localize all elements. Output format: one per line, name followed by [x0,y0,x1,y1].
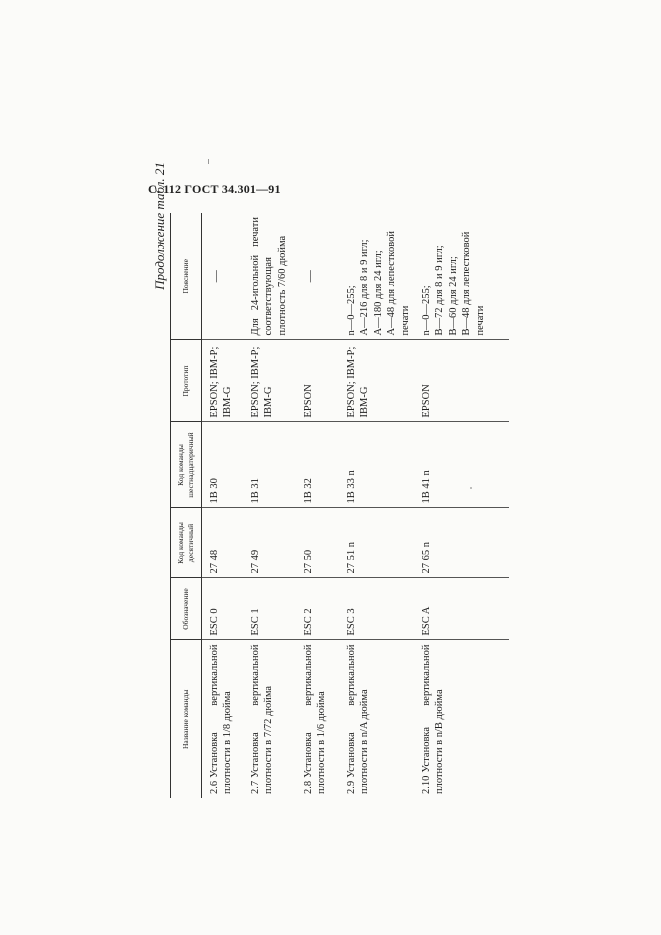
header-dec-code: Код команды десятичный [171,508,202,578]
cell-designation: ESC A [416,578,509,640]
cell-prototype: EPSON; IBM-P; IBM-G [341,340,416,422]
table-row [298,213,341,798]
cell-hex: 1B 41 n [416,422,509,508]
cell-name: 2.6Установка вертикальной плотности в 1/8 дюйма [202,640,246,798]
cell-dec: 27 50 [298,508,341,578]
cell-dec: 27 51 n [341,508,416,578]
cell-prototype: EPSON [298,340,341,422]
cell-prototype: EPSON [416,340,509,422]
cell-designation: ESC 3 [341,578,416,640]
table-header-row [171,213,202,798]
cell-hex: 1B 31 [245,422,298,508]
table-row [416,213,509,798]
cell-hex: 1B 32 [298,422,341,508]
cell-designation: ESC 1 [245,578,298,640]
cell-note: Для 24-игольной печати соответствующая плотность 7/60 дюйма [250,217,288,336]
header-designation: Обозначение [171,578,202,640]
cell-designation: ESC 2 [298,578,341,640]
cell-prototype: EPSON; IBM-P; IBM-G [202,340,246,422]
cell-prototype: EPSON; IBM-P; IBM-G [245,340,298,422]
cell-note: n—0—255; A—216 для 8 и 9 игл; A—180 для 24 игл; A—48 для лепестковой печати [346,230,411,336]
header-prototype: Прототип [171,340,202,422]
header-hex-code: Код команды шестнадцатеричный [171,422,202,508]
cell-dec: 27 65 n [416,508,509,578]
cell-dec: 27 49 [245,508,298,578]
table-row [341,213,416,798]
header-note: Пояснение [171,213,202,340]
cell-name: 2.10Установка вертикальной плотности в n/B дюйма [416,640,509,798]
rotated-table [170,213,510,798]
cell-dec: 27 48 [202,508,246,578]
cell-hex: 1B 30 [202,422,246,508]
cell-note: n—0—255; B—72 для 8 и 9 игл; B—60 для 24 игл; B—48 для лепестковой печати [421,231,486,336]
cell-designation: ESC 0 [202,578,246,640]
cell-name: 2.8Установка вертикальной плотности в 1/6 дюйма [298,640,341,798]
cell-note: — [302,270,316,283]
scan-mark [208,159,209,164]
cell-note: — [208,270,222,283]
table-row [202,213,246,798]
cell-name: 2.9Установка вертикальной плотности в n/A дюйма [341,640,416,798]
table-row [245,213,298,798]
cell-hex: 1B 33 n [341,422,416,508]
table-continuation-label: Продолжение табл. 21 [152,162,167,290]
page-header: С. 112 ГОСТ 34.301—91 [148,182,281,196]
commands-table [170,213,509,798]
header-name: Название команды [171,640,202,798]
cell-name: 2.7Установка вертикальной плотности в 7/72 дюйма [245,640,298,798]
